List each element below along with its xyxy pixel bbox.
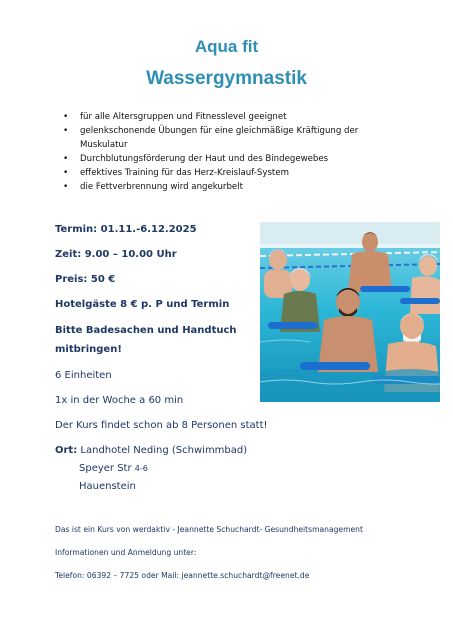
badesachen-text-1: Bitte Badesachen und Handtuch (55, 325, 237, 336)
benefit-item: • Durchblutungsförderung der Haut und des Bindegewebes (63, 152, 393, 166)
info-text: Informationen und Anmeldung unter: (55, 548, 197, 557)
min-participants-text: Der Kurs findet schon ab 8 Personen statt! (55, 420, 268, 431)
location-label: Ort: (55, 445, 78, 456)
contact-text: Telefon: 06392 – 7725 oder Mail: jeannette.schuchardt@freenet.de (55, 571, 310, 580)
badesachen-text-2: mitbringen! (55, 344, 122, 355)
street-number: 4-6 (134, 464, 148, 473)
benefit-item: • für alle Altersgruppen und Fitnesslevel geeignet (63, 110, 393, 124)
aqua-fitness-photo (260, 222, 440, 402)
location-city: Hauenstein (79, 481, 136, 492)
einheiten-text: 6 Einheiten (55, 370, 112, 381)
preis-text: Preis: 50 € (55, 274, 116, 285)
benefit-item: • gelenkschonende Übungen für eine gleichmäßige Kräftigung der Muskulatur (63, 124, 393, 152)
street-name: Speyer Str (79, 463, 132, 474)
benefit-item: • die Fettverbrennung wird angekurbelt (63, 180, 393, 194)
woche-text: 1x in der Woche a 60 min (55, 395, 184, 406)
benefit-item: • effektives Training für das Herz-Kreislauf-System (63, 166, 393, 180)
page-title-wassergymnastik: Wassergymnastik (146, 68, 307, 89)
page-title-aqua-fit: Aqua fit (194, 37, 259, 56)
benefits-list (63, 110, 393, 194)
location-street (79, 463, 148, 474)
termin-text: Termin: 01.11.-6.12.2025 (55, 224, 197, 235)
location-name: Landhotel Neding (Schwimmbad) (80, 445, 248, 456)
location-line (55, 445, 247, 456)
zeit-text: Zeit: 9.00 – 10.00 Uhr (55, 249, 177, 260)
hotelgaeste-text: Hotelgäste 8 € p. P und Termin (55, 299, 230, 310)
organizer-text: Das ist ein Kurs von werdaktiv - Jeannette Schuchardt- Gesundheitsmanagement (55, 525, 363, 534)
